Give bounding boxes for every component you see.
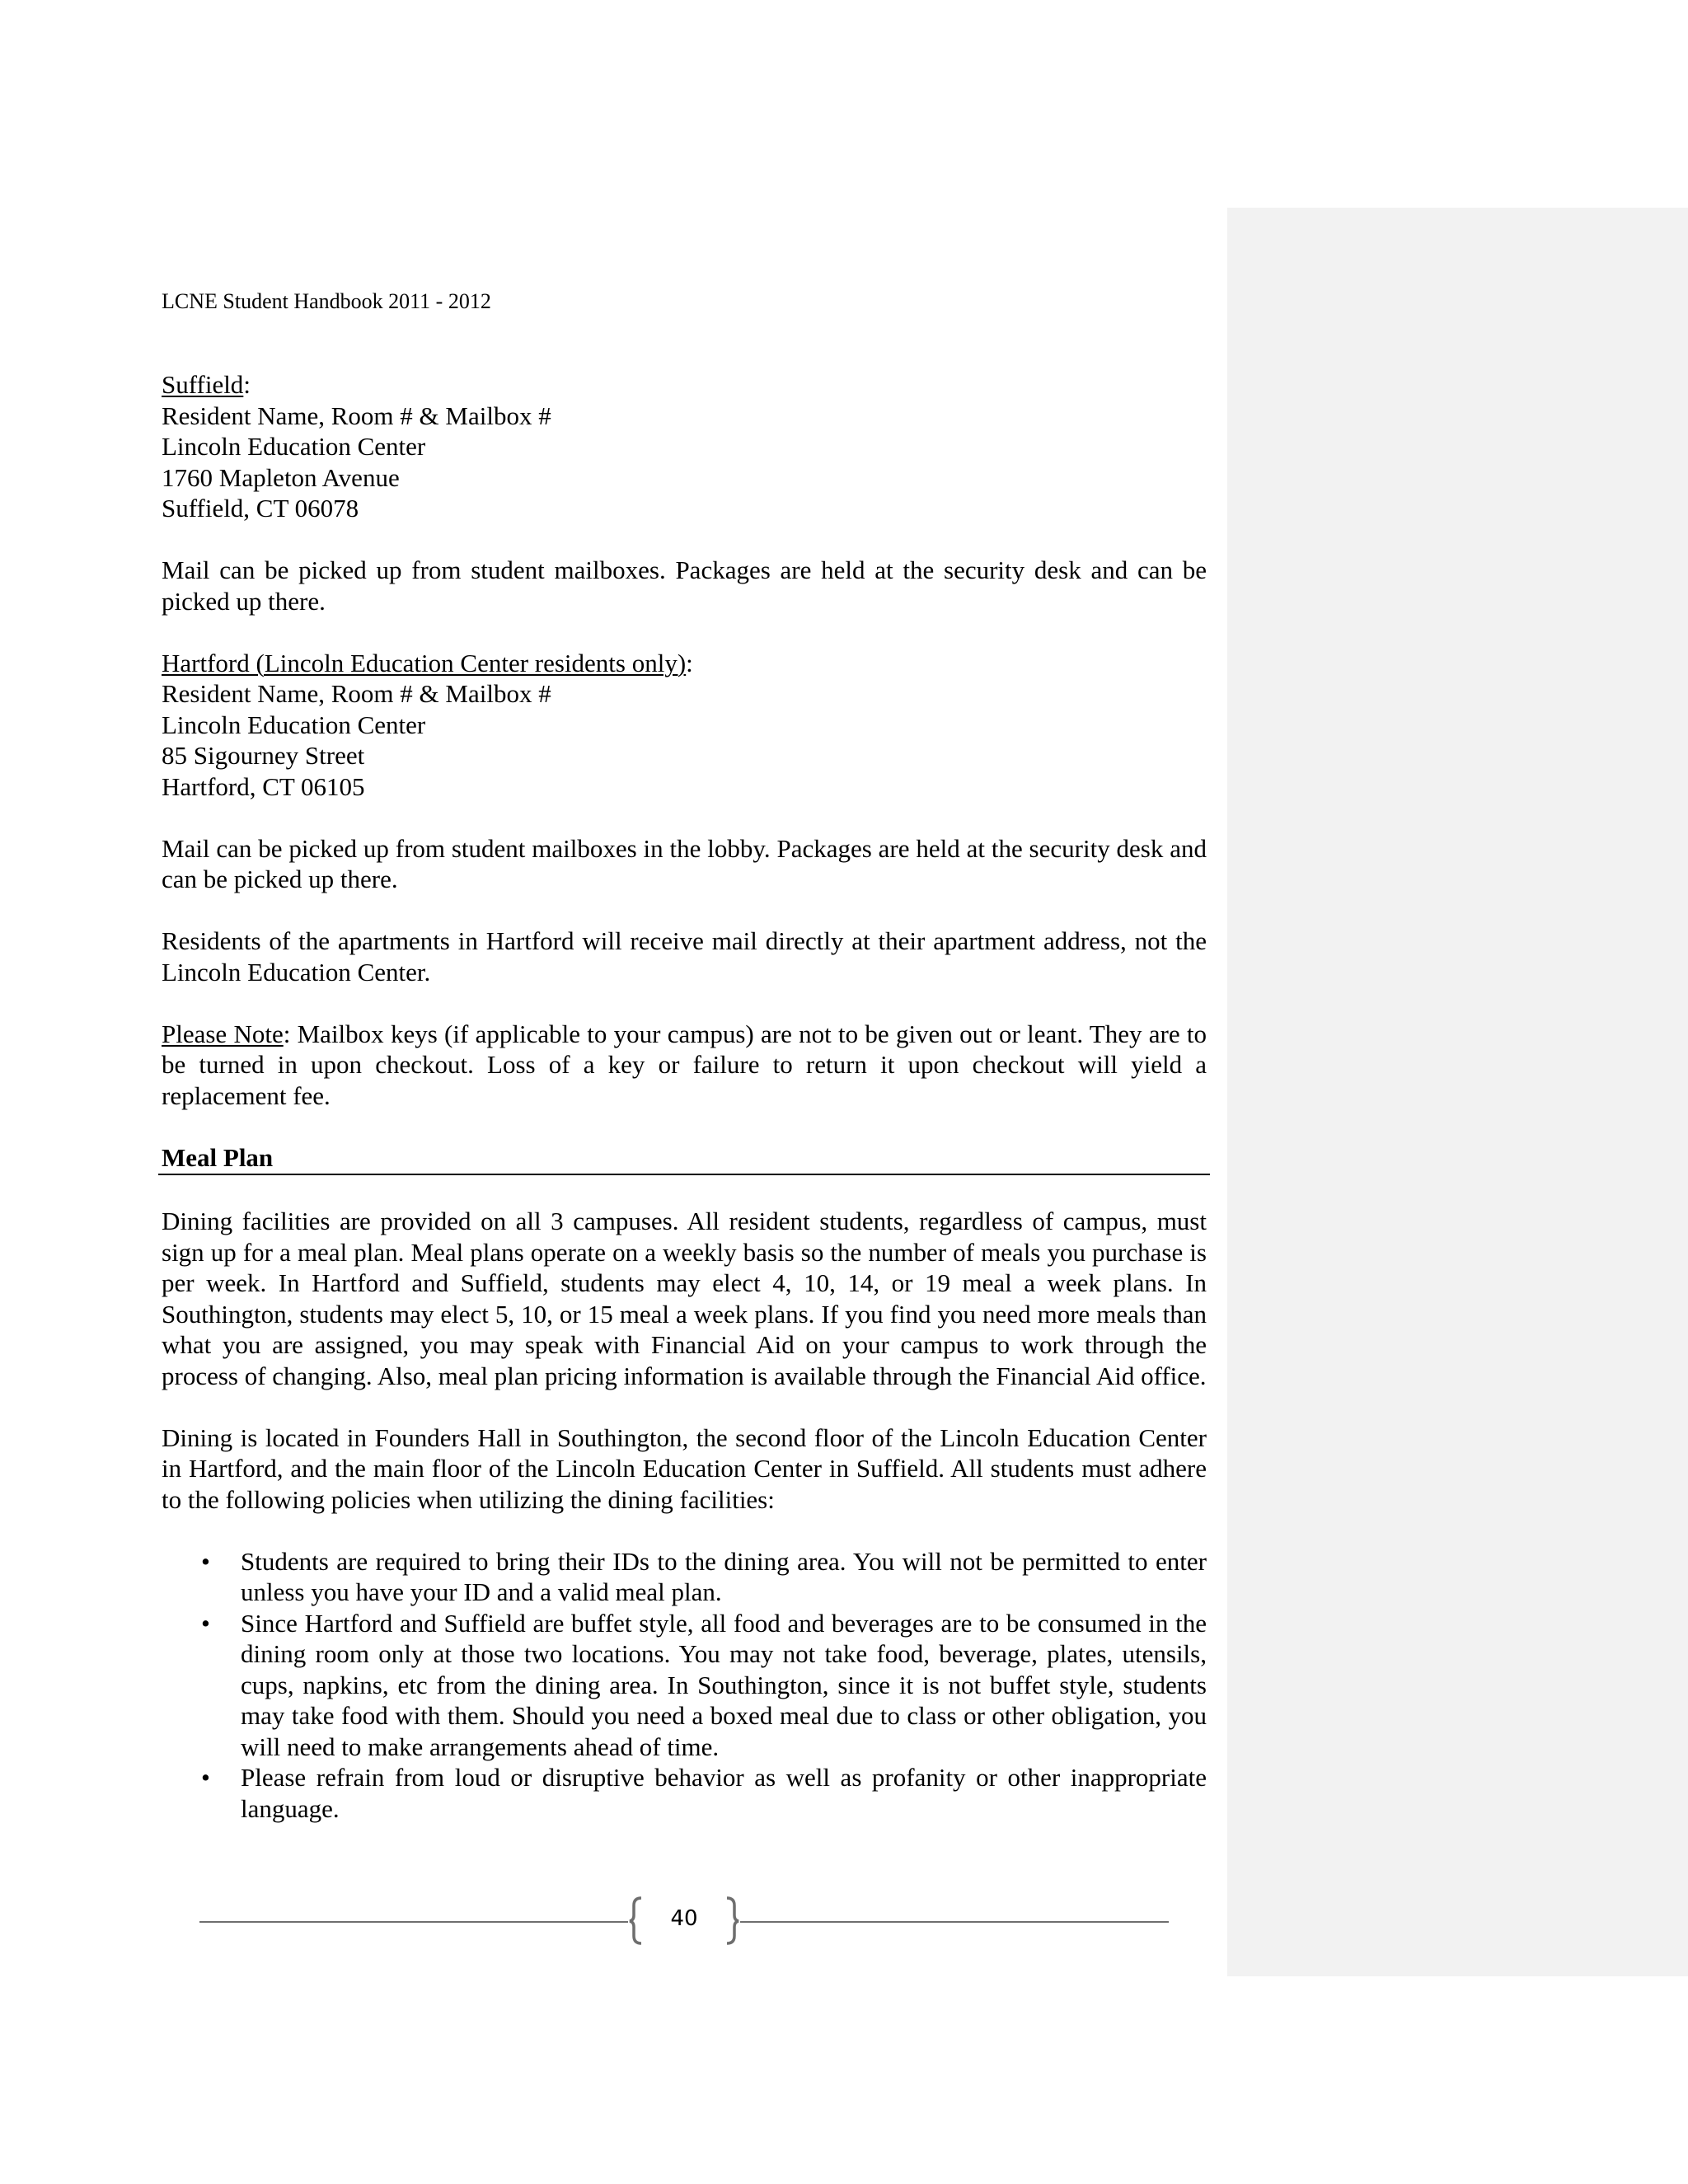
hartford-address-line: Hartford, CT 06105: [162, 771, 365, 801]
dining-location-paragraph: Dining is located in Founders Hall in Southington, the second floor of the Lincoln Education Center in Hartford, and the main floor of the Lincoln Education Center in Suffield. All students must adhere to the following policies when utilizing the dining facilities:: [162, 1422, 1207, 1514]
please-note-label: Please Note: [162, 1019, 284, 1048]
hartford-address-line: 85 Sigourney Street: [162, 741, 365, 770]
please-note-text: : Mailbox keys (if applicable to your campus) are not to be given out or leant. They are to be turned in upon checkout. Loss of a key or failure to return it upon checkout will yield a replacement fee.: [162, 1019, 1207, 1110]
suffield-address-line: Resident Name, Room # & Mailbox #: [162, 401, 551, 430]
meal-plan-heading: Meal Plan: [158, 1142, 1210, 1175]
list-item-text: Please refrain from loud or disruptive behavior as well as profanity or other inappropriate language.: [241, 1763, 1207, 1823]
hartford-label: Hartford (Lincoln Education Center residents only): [162, 648, 687, 677]
comment-pane: [1227, 208, 1688, 1976]
list-item: [162, 1762, 1207, 1824]
left-brace-icon: [628, 1896, 645, 1945]
document-body: [162, 369, 1207, 1824]
hartford-heading: [162, 648, 1207, 679]
hartford-address-line: Resident Name, Room # & Mailbox #: [162, 679, 551, 708]
hartford-mail-note: Mail can be picked up from student mailboxes in the lobby. Packages are held at the security desk and can be picked up there.: [162, 833, 1207, 893]
page-footer: [199, 1896, 1169, 1945]
bullet-icon: •: [201, 1763, 210, 1792]
list-item: [162, 1546, 1207, 1608]
footer-rule-right: [740, 1921, 1169, 1923]
bullet-icon: •: [201, 1546, 210, 1576]
hartford-colon: :: [686, 648, 693, 677]
hartford-apartments-note: Residents of the apartments in Hartford will receive mail directly at their apartment address, not the Lincoln Education Center.: [162, 926, 1207, 987]
list-item-text: Students are required to bring their IDs to the dining area. You will not be permitted to enter unless you have your ID and a valid meal plan.: [241, 1546, 1207, 1606]
suffield-address-line: 1760 Mapleton Avenue: [162, 462, 400, 492]
suffield-mail-note: Mail can be picked up from student mailboxes. Packages are held at the security desk and can be picked up there.: [162, 555, 1207, 616]
suffield-heading: [162, 369, 1207, 401]
dining-policy-list: [162, 1546, 1207, 1825]
page-number: 40: [670, 1906, 698, 1931]
hartford-address-line: Lincoln Education Center: [162, 710, 426, 739]
list-item: [162, 1608, 1207, 1763]
suffield-address-line: Suffield, CT 06078: [162, 494, 359, 523]
suffield-address-line: Lincoln Education Center: [162, 432, 426, 461]
meal-plan-paragraph: Dining facilities are provided on all 3 campuses. All resident students, regardless of campus, must sign up for a meal plan. Meal plans operate on a weekly basis so the number of meals you purchase is per week. In Hartford and Suffield, students may elect 4, 10, 14, or 19 meal a week plans. In Southington, students may elect 5, 10, or 15 meal a week plans. If you find you need more meals than what you are assigned, you may speak with Financial Aid on your campus to work through the process of changing. Also, meal plan pricing information is available through the Financial Aid office.: [162, 1207, 1207, 1390]
right-brace-icon: [724, 1896, 740, 1945]
suffield-label: Suffield: [162, 370, 244, 399]
suffield-colon: :: [243, 370, 251, 399]
page-header: LCNE Student Handbook 2011 - 2012: [162, 289, 491, 313]
please-note-paragraph: [162, 1019, 1207, 1112]
list-item-text: Since Hartford and Suffield are buffet style, all food and beverages are to be consumed in the dining room only at those two locations. You may not take food, beverage, plates, utensils, cups, napkins, etc from the dining area. In Southington, since it is not buffet style, students may take food with them. Should you need a boxed meal due to class or other obligation, you will need to make arrangements ahead of time.: [241, 1608, 1207, 1761]
footer-rule-left: [199, 1921, 628, 1923]
bullet-icon: •: [201, 1608, 210, 1638]
